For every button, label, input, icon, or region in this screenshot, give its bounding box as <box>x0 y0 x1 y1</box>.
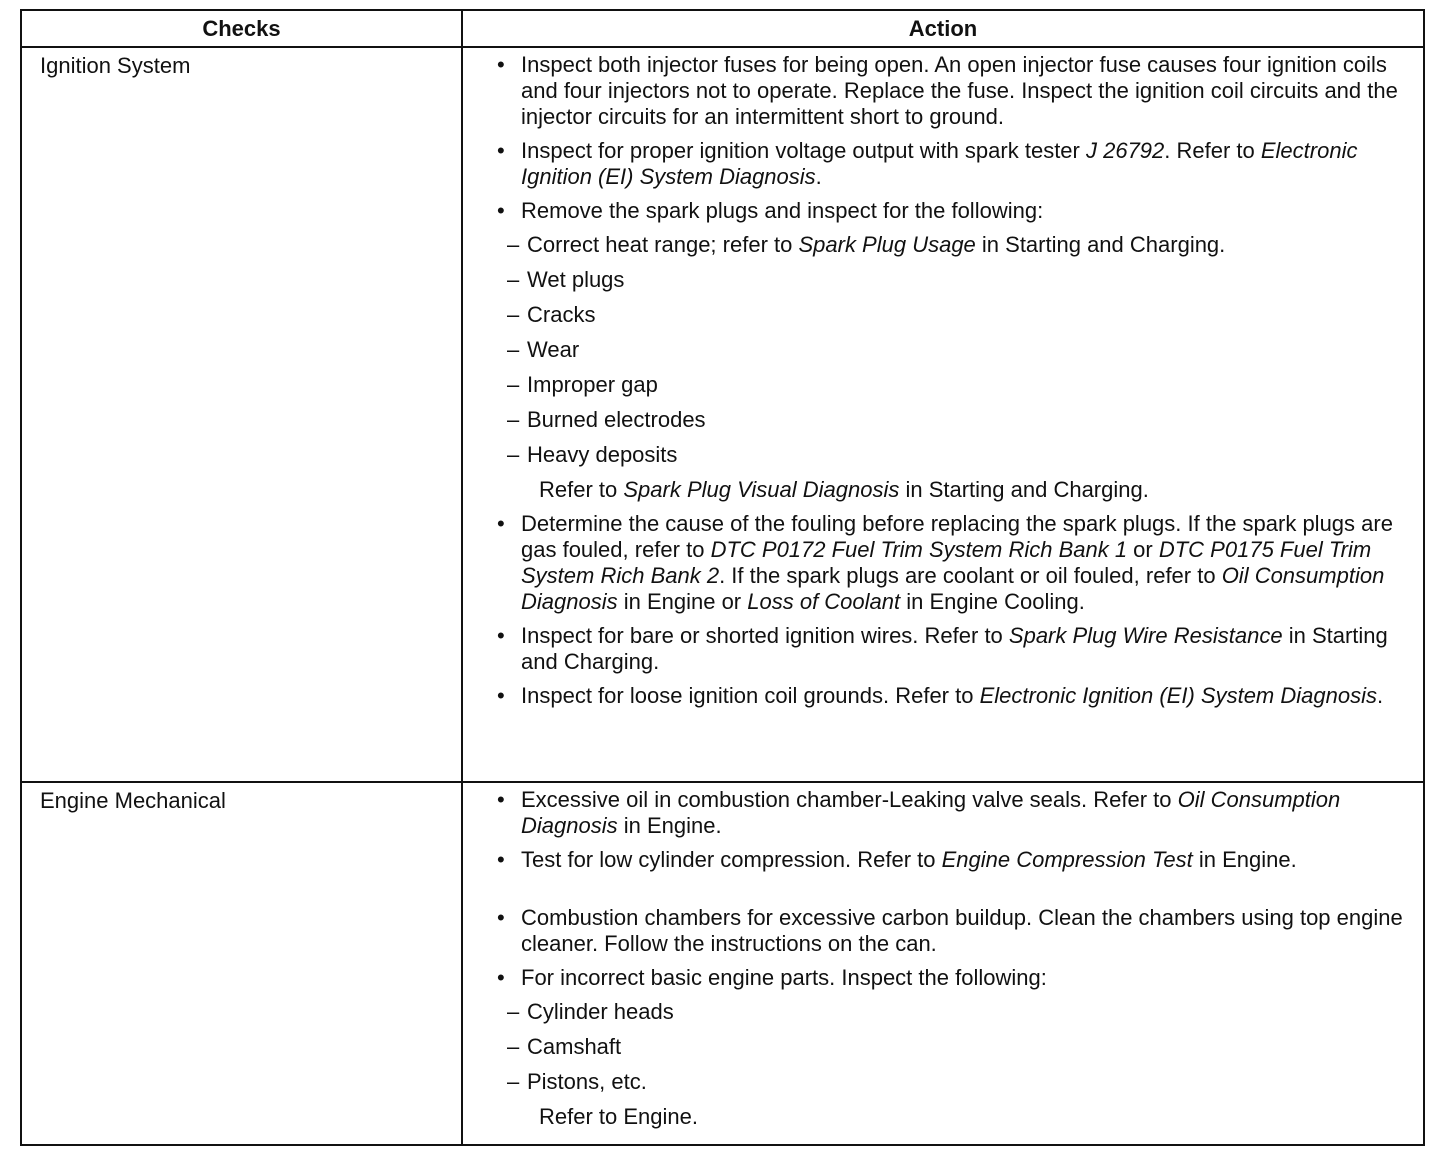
header-row <box>21 10 1424 47</box>
bullet-item: • Combustion chambers for excessive carbon buildup. Clean the chambers using top engine cleaner. Follow the instructions on the can. <box>495 905 1413 957</box>
sub-item: – Wet plugs <box>495 267 1413 293</box>
section-reference: Oil Consumption Diagnosis <box>521 563 1385 614</box>
bullet-item: • Remove the spark plugs and inspect for the following: <box>495 198 1413 224</box>
section-reference: Electronic Ignition (EI) System Diagnosis <box>521 138 1358 189</box>
table-row <box>21 782 1424 1145</box>
action-cell <box>462 47 1424 782</box>
bullet-item: • Test for low cylinder compression. Refer to Engine Compression Test in Engine. <box>495 847 1413 873</box>
section-reference: Spark Plug Usage <box>798 232 976 257</box>
table-row <box>21 47 1424 782</box>
bullet-item: • Inspect for bare or shorted ignition wires. Refer to Spark Plug Wire Resistance in Starting and Charging. <box>495 623 1413 675</box>
spacer <box>495 881 1413 905</box>
sub-item: – Cylinder heads <box>495 999 1413 1025</box>
note-line: Refer to Spark Plug Visual Diagnosis in Starting and Charging. <box>539 477 1149 502</box>
bullet-item: • Inspect for proper ignition voltage output with spark tester J 26792. Refer to Electronic Ignition (EI) System Diagnosis. <box>495 138 1413 190</box>
sub-item: – Cracks <box>495 302 1413 328</box>
check-engine-mechanical: Engine Mechanical <box>21 782 462 1145</box>
header-action: Action <box>462 10 1424 47</box>
section-reference: Spark Plug Wire Resistance <box>1008 623 1283 648</box>
dtc-reference: DTC P0172 Fuel Trim System Rich Bank 1 <box>710 537 1128 562</box>
section-reference: Loss of Coolant <box>747 589 901 614</box>
sub-item: – Pistons, etc. <box>495 1069 1413 1095</box>
section-reference: Spark Plug Visual Diagnosis <box>623 477 900 502</box>
sub-item: – Improper gap <box>495 372 1413 398</box>
tool-reference: J 26792 <box>1085 138 1165 163</box>
bullet-item: • Determine the cause of the fouling before replacing the spark plugs. If the spark plugs are gas fouled, refer to DTC P0172 Fuel Trim System Rich Bank 1 or DTC P0175 Fuel Trim System Rich Bank 2. If the spark plugs are coolant or oil fouled, refer to Oil Consumption Diagnosis in Engine or Loss of Coolant in Engine Cooling. <box>495 511 1413 615</box>
section-reference: Electronic Ignition (EI) System Diagnosis <box>979 683 1377 708</box>
sub-item: – Wear <box>495 337 1413 363</box>
bullet-item: • Inspect both injector fuses for being open. An open injector fuse causes four ignition coils and four injectors not to operate. Replace the fuse. Inspect the ignition coil circuits and the injector circuits for an intermittent short to ground. <box>495 52 1413 130</box>
sub-item: – Heavy deposits <box>495 442 1413 468</box>
dtc-reference: DTC P0175 Fuel Trim System Rich Bank 2 <box>521 537 1372 588</box>
check-ignition-system: Ignition System <box>21 47 462 782</box>
bullet-item: • For incorrect basic engine parts. Inspect the following: <box>495 965 1413 991</box>
diagnosis-table <box>20 9 1425 1146</box>
note-line: Refer to Engine. <box>539 1104 698 1129</box>
action-cell <box>462 782 1424 1145</box>
bullet-item: • Excessive oil in combustion chamber-Leaking valve seals. Refer to Oil Consumption Diagnosis in Engine. <box>495 787 1413 839</box>
sub-item: – Correct heat range; refer to Spark Plug Usage in Starting and Charging. <box>495 232 1413 258</box>
section-reference: Engine Compression Test <box>941 847 1193 872</box>
sub-item: – Burned electrodes <box>495 407 1413 433</box>
section-reference: Oil Consumption Diagnosis <box>521 787 1341 838</box>
bullet-item: • Inspect for loose ignition coil grounds. Refer to Electronic Ignition (EI) System Diagnosis. <box>495 683 1413 709</box>
header-checks: Checks <box>21 10 462 47</box>
sub-item: – Camshaft <box>495 1034 1413 1060</box>
